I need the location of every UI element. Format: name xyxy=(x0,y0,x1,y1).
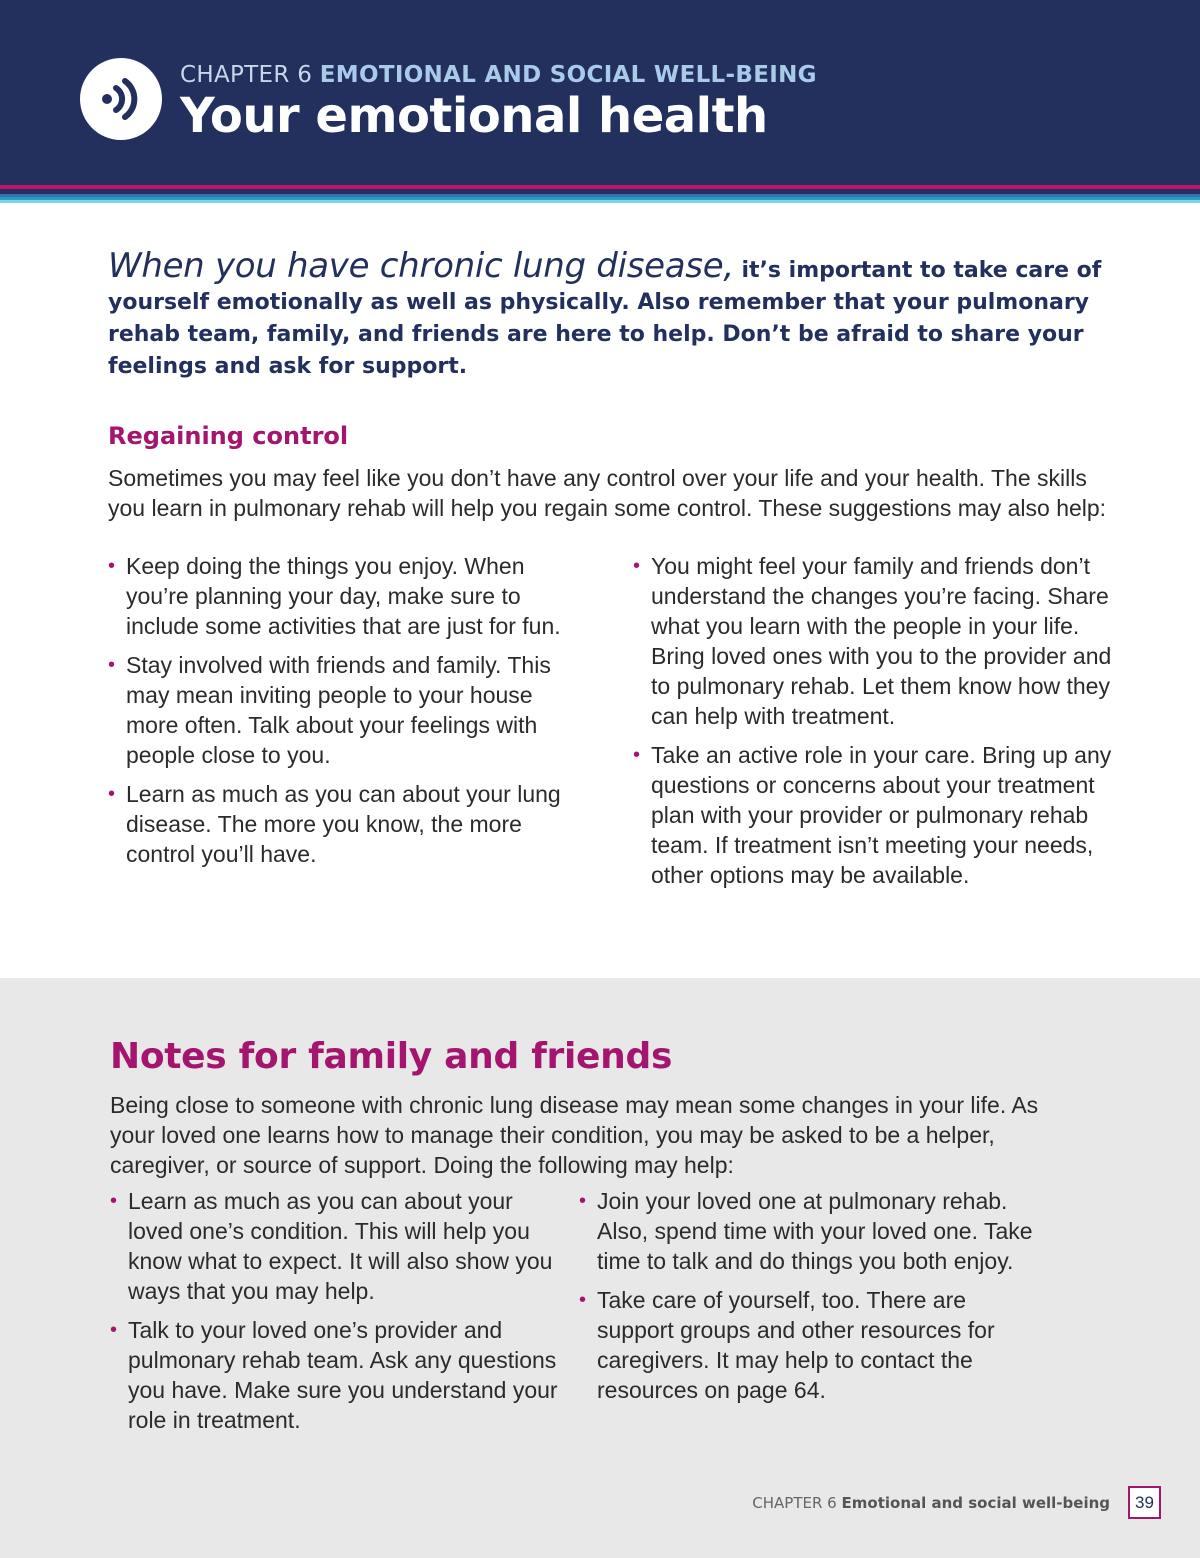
list-item-text: Talk to your loved one’s provider and pulmonary rehab team. Ask any questions you have. Make sure you understand your role in treatment. xyxy=(128,1317,558,1433)
list-item xyxy=(108,650,588,770)
bullet-dot: • xyxy=(110,1319,118,1341)
chapter-name: EMOTIONAL AND SOCIAL WELL-BEING xyxy=(319,62,817,88)
chapter-header xyxy=(0,0,1200,185)
bullet-dot: • xyxy=(108,654,116,676)
list-item xyxy=(108,779,588,869)
notes-list-right xyxy=(579,1186,1039,1414)
list-item xyxy=(579,1285,1039,1405)
notes-panel xyxy=(0,978,1200,1558)
speaker-sound-icon xyxy=(80,58,162,140)
list-item xyxy=(579,1186,1039,1276)
list-item xyxy=(108,551,588,641)
list-item-text: Learn as much as you can about your lung disease. The more you know, the more control you’ll have. xyxy=(126,781,561,867)
notes-paragraph: Being close to someone with chronic lung disease may mean some changes in your life. As your loved one learns how to manage their condition, you may be asked to be a helper, caregiver, or source of support. Doing the following may help: xyxy=(110,1092,1039,1178)
page-title: Your emotional health xyxy=(180,88,768,144)
list-item-text: You might feel your family and friends don’t understand the changes you’re facing. Share what you learn with the people in your life. Bring loved ones with you to the provider and to pulmonary rehab. Let them know how they can help with treatment. xyxy=(651,553,1112,729)
regaining-control-list-right xyxy=(633,551,1123,899)
section-heading-regaining-control: Regaining control xyxy=(108,422,349,450)
chapter-number: CHAPTER 6 xyxy=(180,62,313,88)
bullet-dot: • xyxy=(579,1289,587,1311)
list-item-text: Take an active role in your care. Bring up any questions or concerns about your treatment plan with your provider or pulmonary rehab team. If treatment isn’t meeting your needs, other options may be available. xyxy=(651,742,1112,888)
list-item-text: Keep doing the things you enjoy. When you’re planning your day, make sure to include some activities that are just for fun. xyxy=(126,553,561,639)
chapter-label xyxy=(180,62,817,88)
bullet-dot: • xyxy=(579,1190,587,1212)
bullet-dot: • xyxy=(108,783,116,805)
regaining-control-paragraph: Sometimes you may feel like you don’t have any control over your life and your health. The skills you learn in pulmonary rehab will help you regain some control. These suggestions may also help: xyxy=(108,465,1107,521)
list-item xyxy=(110,1315,560,1435)
notes-list-left xyxy=(110,1186,560,1444)
bullet-dot: • xyxy=(108,555,116,577)
regaining-control-list-left xyxy=(108,551,588,878)
intro-body: it’s important to take care of yourself emotionally as well as physically. Also remember that your pulmonary rehab team, family, and friends are here to help. Don’t be afraid to share your feelings and ask for support. xyxy=(108,258,1102,379)
footer-chapter-label xyxy=(752,1494,1110,1512)
intro-paragraph xyxy=(108,246,1118,383)
footer-chapter-number: CHAPTER 6 xyxy=(752,1494,837,1512)
list-item-text: Take care of yourself, too. There are support groups and other resources for caregivers. It may help to contact the resources on page 64. xyxy=(597,1287,995,1403)
list-item-text: Learn as much as you can about your loved one’s condition. This will help you know what to expect. It will also show you ways that you may help. xyxy=(128,1188,553,1304)
stripe-light-teal xyxy=(0,200,1200,203)
page-number: 39 xyxy=(1128,1486,1161,1519)
list-item xyxy=(110,1186,560,1306)
footer-chapter-name: Emotional and social well-being xyxy=(841,1494,1110,1512)
notes-heading: Notes for family and friends xyxy=(110,1036,673,1077)
bullet-dot: • xyxy=(633,555,641,577)
header-stripes xyxy=(0,185,1200,205)
list-item xyxy=(633,551,1123,731)
list-item xyxy=(633,740,1123,890)
list-item-text: Join your loved one at pulmonary rehab. Also, spend time with your loved one. Take time to talk and do things you both enjoy. xyxy=(597,1188,1033,1274)
list-item-text: Stay involved with friends and family. This may mean inviting people to your house more often. Talk about your feelings with people close to you. xyxy=(126,652,551,768)
bullet-dot: • xyxy=(110,1190,118,1212)
bullet-dot: • xyxy=(633,744,641,766)
intro-lead: When you have chronic lung disease, xyxy=(108,246,734,286)
